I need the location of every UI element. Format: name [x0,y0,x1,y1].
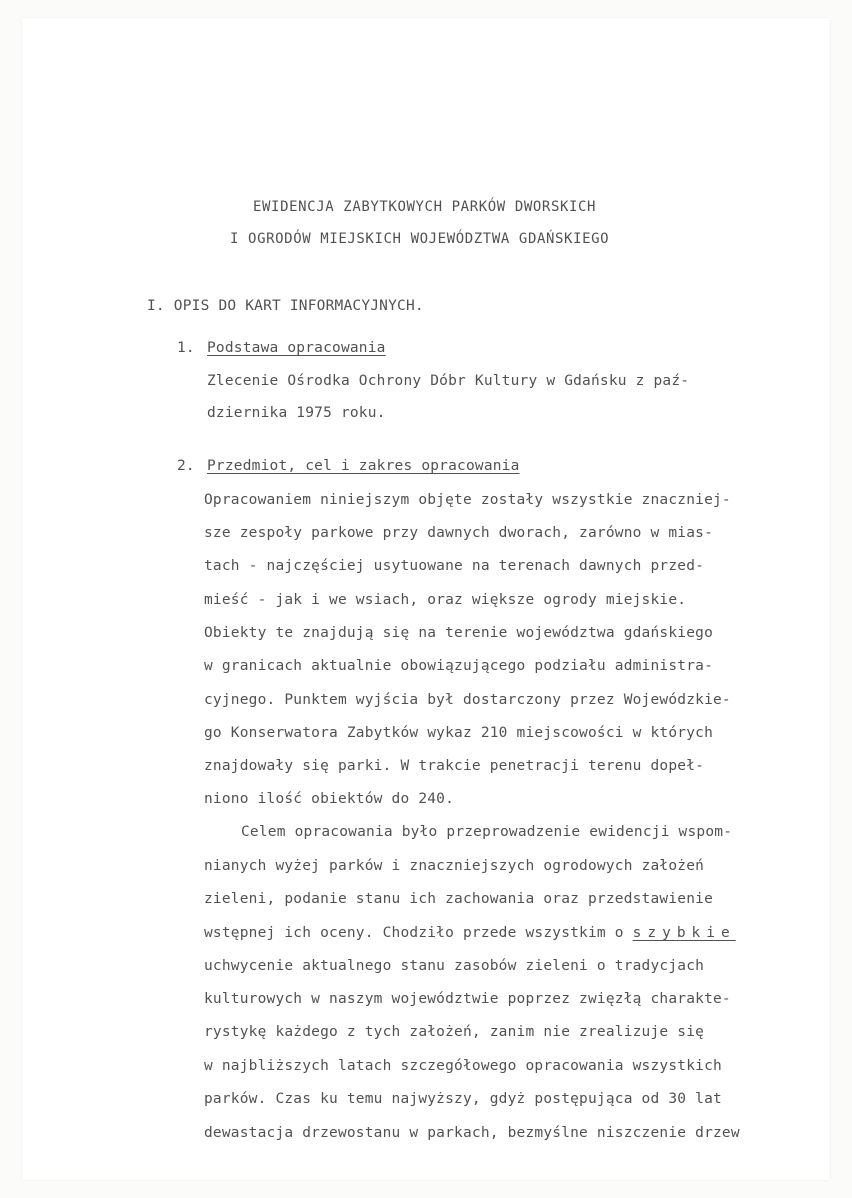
section-heading: I. OPIS DO KART INFORMACYJNYCH. [147,298,424,314]
item-1-heading: Podstawa opracowania [207,340,386,356]
item-1-line: dziernika 1975 roku. [207,405,386,421]
item-2-line: Opracowaniem niniejszym objęte zostały wszystkie znaczniej- [204,492,731,508]
item-2-line: mieść - jak i we wsiach, oraz większe ogrody miejskie. [204,592,687,608]
item-2-line: Obiekty te znajdują się na terenie województwa gdańskiego [204,625,713,641]
paragraph-2-line: zieleni, podanie stanu ich zachowania oraz przedstawienie [204,891,713,907]
item-2-line: cyjnego. Punktem wyjścia był dostarczony przez Wojewódzkie- [204,692,731,708]
paragraph-2-line: kulturowych w naszym województwie poprzez zwięzłą charakte- [204,991,731,1007]
document-title-line-2: I OGRODÓW MIEJSKICH WOJEWÓDZTWA GDAŃSKIEGO [230,231,610,247]
item-2-line: znajdowały się parki. W trakcie penetracji terenu dopeł- [204,758,705,774]
paragraph-2-line: dewastacja drzewostanu w parkach, bezmyślne niszczenie drzew [204,1125,740,1141]
item-2-line: go Konserwatora Zabytków wykaz 210 miejscowości w których [204,725,713,741]
paragraph-2-line: parków. Czas ku temu najwyższy, gdyż postępująca od 30 lat [204,1091,722,1107]
paragraph-2-line-text: wstępnej ich oceny. Chodziło przede wszystkim o [204,925,633,941]
item-2-line: tach - najczęściej usytuowane na terenach dawnych przed- [204,558,705,574]
item-2-line: w granicach aktualnie obowiązującego podziału administra- [204,658,713,674]
item-2-line: niono ilość obiektów do 240. [204,791,455,807]
emphasized-word: szybkie [632,925,736,941]
paragraph-2-line: Celem opracowania było przeprowadzenie ewidencji wspom- [241,824,733,840]
paragraph-2-line: rystykę każdego z tych założeń, zanim nie zrealizuje się [204,1024,705,1040]
paragraph-2-line: uchwycenie aktualnego stanu zasobów zieleni o tradycjach [204,958,705,974]
item-1-number: 1. [177,340,195,356]
item-2-number: 2. [177,458,195,474]
paragraph-2-line: w najbliższych latach szczegółowego opracowania wszystkich [204,1058,722,1074]
paragraph-2-line [204,925,736,941]
paragraph-2-line: nianych wyżej parków i znaczniejszych ogrodowych założeń [204,858,705,874]
item-2-heading: Przedmiot, cel i zakres opracowania [207,458,520,474]
item-1-line: Zlecenie Ośrodka Ochrony Dóbr Kultury w Gdańsku z paź- [207,373,690,389]
item-2-line: sze zespoły parkowe przy dawnych dworach, zarówno w mias- [204,525,713,541]
document-title-line-1: EWIDENCJA ZABYTKOWYCH PARKÓW DWORSKICH [253,199,597,215]
